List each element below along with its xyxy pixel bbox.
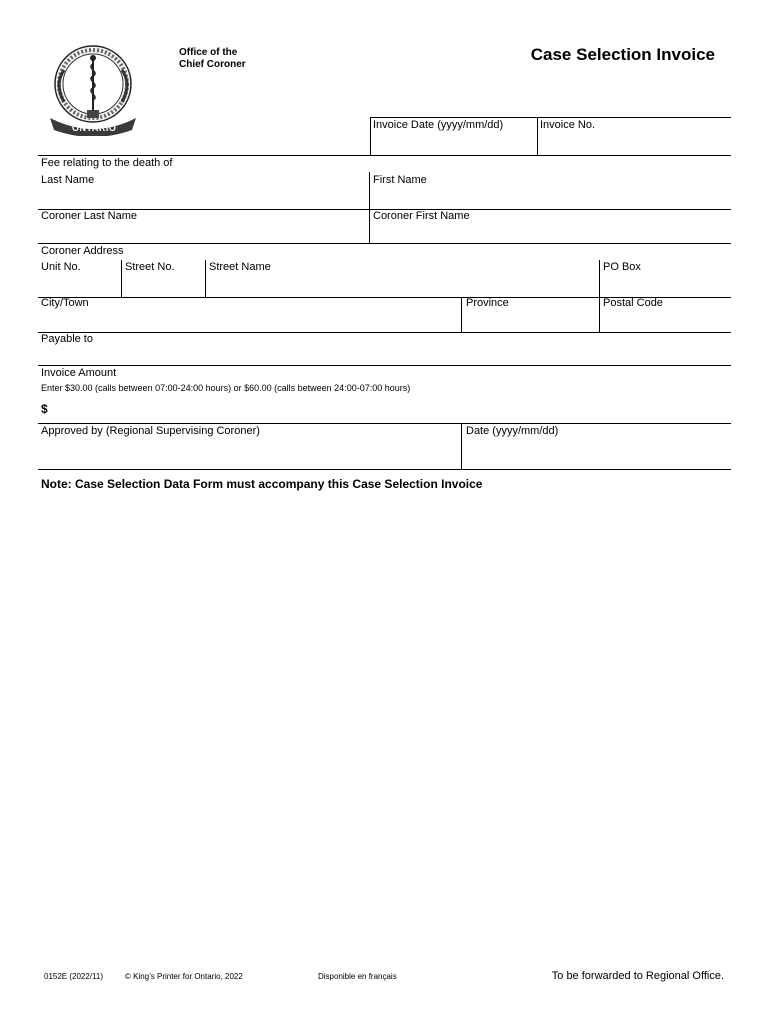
coroner-first-name-label: Coroner First Name — [373, 210, 470, 222]
ontario-coroner-seal — [44, 40, 142, 136]
coroner-last-name-field[interactable] — [38, 210, 369, 242]
form-code: 0152E (2022/11) — [44, 972, 104, 981]
unit-no-label: Unit No. — [41, 261, 81, 273]
approval-date-field[interactable] — [462, 424, 731, 468]
invoice-no-field[interactable] — [538, 118, 731, 155]
form-note: Note: Case Selection Data Form must accompany this Case Selection Invoice — [41, 477, 483, 491]
po-box-label: PO Box — [603, 261, 641, 273]
page-title: Case Selection Invoice — [530, 45, 715, 64]
seal-label: ONTARIO — [72, 123, 117, 133]
street-no-field[interactable] — [122, 260, 204, 296]
province-field[interactable] — [462, 298, 598, 331]
invoice-amount-instruction: Enter $30.00 (calls between 07:00-24:00 hours) or $60.00 (calls between 24:00-07:00 hours) — [41, 383, 411, 393]
address-heading: Coroner Address — [41, 245, 124, 257]
divider — [38, 469, 731, 470]
approved-by-field[interactable] — [38, 424, 460, 468]
city-label: City/Town — [41, 297, 89, 309]
currency-symbol: $ — [41, 402, 48, 416]
invoice-no-label: Invoice No. — [540, 119, 596, 131]
invoice-date-label: Invoice Date (yyyy/mm/dd) — [373, 119, 504, 131]
po-box-field[interactable] — [600, 260, 731, 296]
divider — [38, 155, 731, 156]
invoice-date-field[interactable] — [371, 118, 536, 155]
street-name-field[interactable] — [206, 260, 598, 296]
french-availability: Disponible en français — [318, 972, 397, 981]
street-name-label: Street Name — [209, 261, 271, 273]
copyright: © King’s Printer for Ontario, 2022 — [125, 972, 243, 981]
office-line-1: Office of the — [179, 47, 238, 58]
office-line-2: Chief Coroner — [179, 59, 246, 70]
first-name-label: First Name — [373, 174, 427, 186]
city-field[interactable] — [38, 298, 460, 331]
postal-code-field[interactable] — [600, 298, 731, 331]
street-no-label: Street No. — [125, 261, 175, 273]
province-label: Province — [466, 297, 509, 309]
coroner-first-name-field[interactable] — [370, 210, 731, 242]
forwarding-instruction: To be forwarded to Regional Office. — [551, 970, 724, 982]
divider — [38, 365, 731, 366]
fee-heading: Fee relating to the death of — [41, 157, 173, 169]
payable-to-label: Payable to — [41, 333, 93, 345]
payable-to-field[interactable] — [38, 333, 731, 365]
invoice-amount-label: Invoice Amount — [41, 367, 117, 379]
first-name-field[interactable] — [370, 172, 731, 208]
invoice-amount-field[interactable] — [54, 398, 454, 420]
approval-date-label: Date (yyyy/mm/dd) — [466, 425, 559, 437]
last-name-label: Last Name — [41, 174, 95, 186]
office-name — [179, 47, 246, 71]
divider — [38, 243, 731, 244]
approved-by-label: Approved by (Regional Supervising Coroner) — [41, 425, 260, 437]
coroner-last-name-label: Coroner Last Name — [41, 210, 137, 222]
unit-no-field[interactable] — [38, 260, 120, 296]
postal-code-label: Postal Code — [603, 297, 663, 309]
last-name-field[interactable] — [38, 172, 369, 208]
